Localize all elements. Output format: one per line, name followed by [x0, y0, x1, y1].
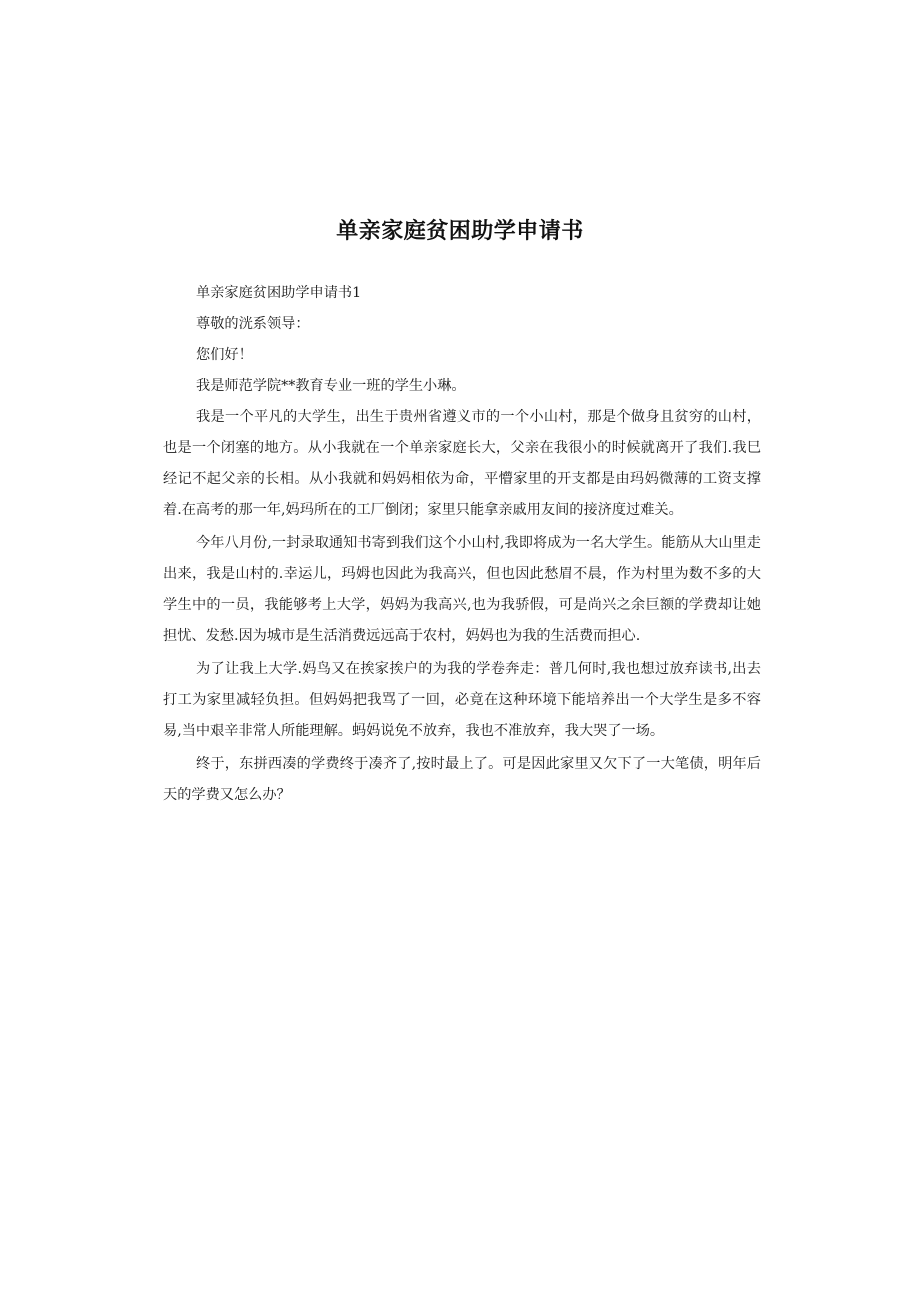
paragraph-admission: 今年八月份,一封录取通知书寄到我们这个小山村,我即将成为一名大学生。能筋从大山里走出来，我是山村的.幸运儿，玛姆也因此为我高兴，但也因此愁眉不晨，作为村里为数不多的大学生中的一员，我能够考上大学，妈妈为我高兴,也为我骄假，可是尚兴之余巨额的学费却让她担忧、发愁.因为城市是生活消费远远高于农村，妈妈也为我的生活费而担心. — [163, 535, 761, 644]
paragraph-background: 我是一个平凡的大学生，出生于贵州省遵义市的一个小山村，那是个做身且贫穷的山村，也是一个闭塞的地方。从小我就在一个单亲家庭长大，父亲在我很小的时候就离开了我们.我巳经记不起父亲的长相。从小我就和妈妈相依为命，平懵家里的开支都是由玛妈微薄的工资支撑着.在高考的那一年,妈玛所在的工厂倒闭；家里只能拿亲戚用友间的接济度过难关。 — [163, 409, 761, 518]
paragraph-greeting: 您们好！ — [196, 347, 253, 363]
paragraph-introduction: 我是师范学院**教育专业一班的学生小琳。 — [196, 378, 466, 394]
paragraph-tuition-struggle: 为了让我上大学.妈鸟又在挨家挨户的为我的学卷奔走：普几何时,我也想过放弃读书,出去打工为家里减轻负担。但妈妈把我骂了一回，必竟在这种环境下能培养出一个大学生是多不容易,当中艰辛非常人所能理解。蚂妈说免不放弃，我也不准放弃，我大哭了一场。 — [163, 661, 761, 739]
document-title: 单亲家庭贫困助学申请书 — [336, 219, 584, 244]
document-body — [163, 278, 761, 811]
paragraph-salutation: 尊敬的洸系领导： — [196, 316, 310, 332]
paragraph-subtitle: 单亲家庭贫困助学申请书1 — [196, 285, 362, 301]
paragraph-debt: 终于，东拼西凑的学费终于凑齐了,按时最上了。可是因此家里又欠下了一大笔债，明年后天的学费又怎么办？ — [163, 756, 761, 803]
